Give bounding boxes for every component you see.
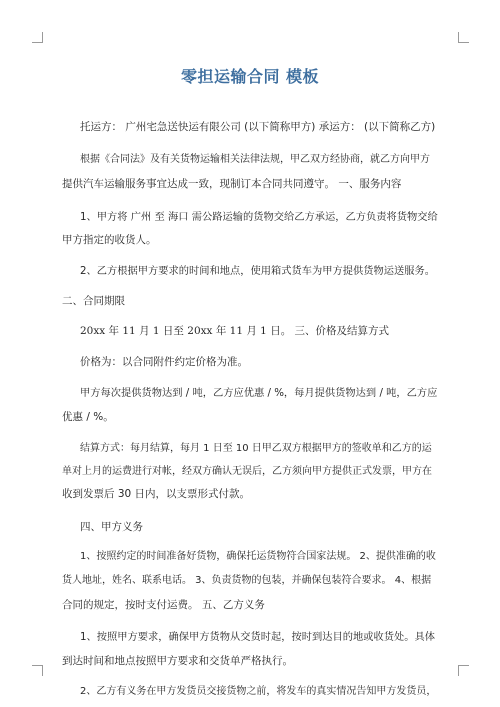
crop-mark-bottom-left	[32, 665, 43, 676]
crop-mark-top-right	[458, 32, 469, 43]
text-line: 优惠 / %。	[62, 411, 114, 424]
text-line: 单对上月的运费进行对帐，经双方确认无误后，乙方须向甲方提供正式发票，甲方在	[62, 465, 432, 477]
section-heading: 二、合同期限	[62, 294, 125, 307]
crop-mark-bottom-right	[458, 665, 469, 676]
text-line: 价格为：以合同附件约定价格为准。	[80, 355, 248, 368]
text-line: 收到发票后 30 日内，以支票形式付款。	[62, 488, 251, 501]
text-line: 托运方： 广州宅急送快运有限公司 (以下简称甲方) 承运方： (以下简称乙方)	[80, 121, 436, 133]
text-line: 货人地址，姓名、联系电话。 3、负责货物的包装，并确保包装符合要求。 4、根据	[62, 575, 432, 587]
text-line: 合同的规定，按时支付运费。 五、乙方义务	[62, 599, 265, 612]
text-line: 到达时间和地点按照甲方要求和交货单严格执行。	[62, 654, 293, 667]
text-line: 根据《合同法》及有关货物运输相关法律法规，甲乙双方经协商，就乙方向甲方	[80, 154, 430, 166]
text-line: 20xx 年 11 月 1 日至 20xx 年 11 月 1 日。 三、价格及结算方式	[80, 325, 390, 338]
text-line: 结算方式：每月结算，每月 1 日至 10 日甲乙双方根据甲方的签收单和乙方的运	[80, 442, 432, 454]
text-line: 1、按照约定的时间准备好货物，确保托运货物符合国家法规。 2、提供准确的收	[80, 551, 436, 563]
document-title: 零担运输合同 模板	[180, 67, 320, 86]
section-heading: 四、甲方义务	[80, 520, 143, 533]
text-line: 2、乙方有义务在甲方发货员交接货物之前，将发车的真实情况告知甲方发货员，	[80, 686, 437, 697]
text-line: 1、按照甲方要求，确保甲方货物从交货时起，按时到达目的地或收货处。具体	[80, 630, 436, 643]
text-line: 甲方指定的收货人。	[62, 233, 157, 246]
text-line: 提供汽车运输服务事宜达成一致，现制订本合同共同遵守。 一、服务内容	[62, 178, 402, 191]
text-line: 2、乙方根据甲方要求的时间和地点，使用箱式货车为甲方提供货物运送服务。	[80, 265, 436, 278]
text-line: 甲方每次提供货物达到 / 吨，乙方应优惠 / %，每月提供货物达到 / 吨，乙方应	[80, 387, 438, 400]
crop-mark-top-left	[32, 32, 43, 43]
text-line: 1、甲方将 广州 至 海口 需公路运输的货物交给乙方承运，乙方负责将货物交给	[80, 210, 438, 223]
